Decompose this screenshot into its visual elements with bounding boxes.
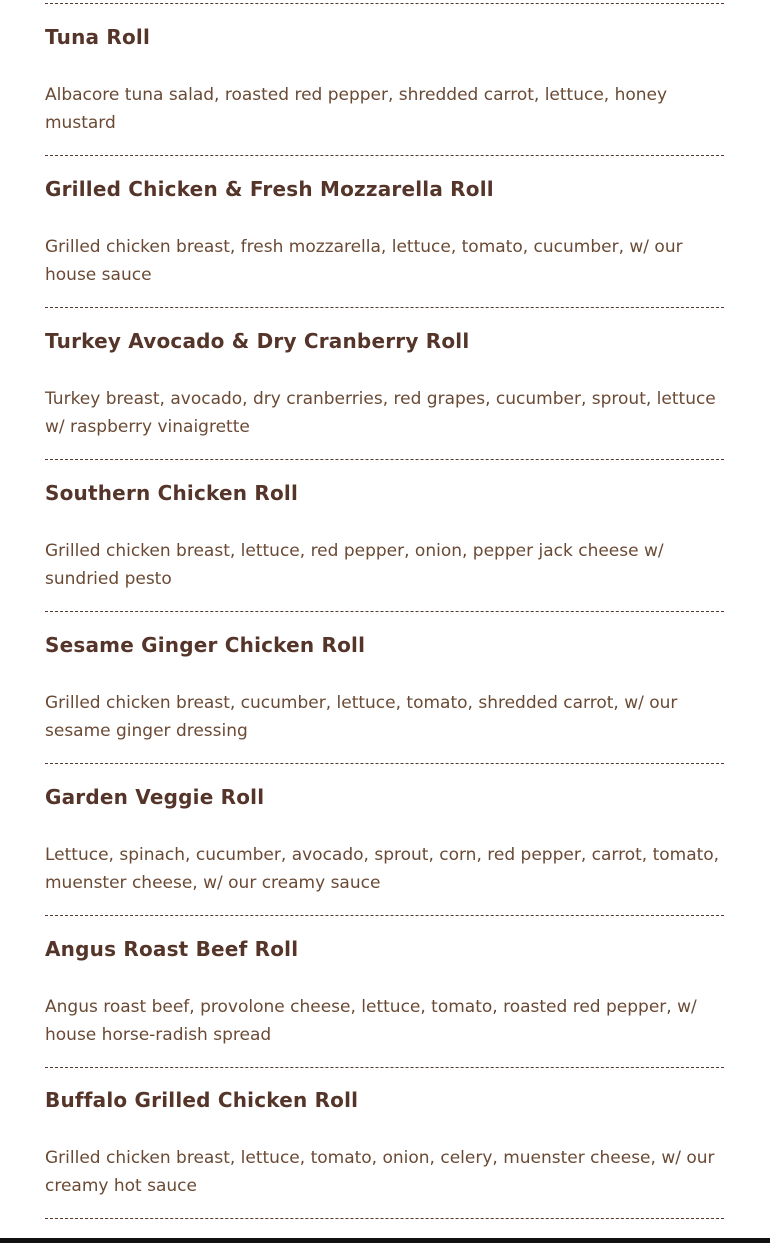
menu-divider <box>45 1218 724 1219</box>
menu-item-grilled-chicken-mozzarella-roll <box>45 156 724 308</box>
menu-item-description: Grilled chicken breast, lettuce, red pepper, onion, pepper jack cheese w/ sundried pesto <box>45 541 664 589</box>
menu-item-title: Turkey Avocado & Dry Cranberry Roll <box>45 329 470 353</box>
menu-item-description: Turkey breast, avocado, dry cranberries, red grapes, cucumber, sprout, lettuce w/ raspberry vinaigrette <box>45 389 716 437</box>
footer-bar <box>0 1238 770 1243</box>
menu-item-description: Angus roast beef, provolone cheese, lettuce, tomato, roasted red pepper, w/ house horse-radish spread <box>45 997 697 1045</box>
menu-item-angus-roast-beef-roll <box>45 916 724 1068</box>
menu-item-description: Lettuce, spinach, cucumber, avocado, sprout, corn, red pepper, carrot, tomato, muenster cheese, w/ our creamy sauce <box>45 845 720 893</box>
menu-item-turkey-avocado-cranberry-roll <box>45 308 724 460</box>
menu-item-title: Grilled Chicken & Fresh Mozzarella Roll <box>45 177 494 201</box>
menu-item-garden-veggie-roll <box>45 764 724 916</box>
menu-item-title: Angus Roast Beef Roll <box>45 937 299 961</box>
menu-item-title: Buffalo Grilled Chicken Roll <box>45 1088 359 1112</box>
menu-item-sesame-ginger-chicken-roll <box>45 612 724 764</box>
menu-item-description: Grilled chicken breast, lettuce, tomato, onion, celery, muenster cheese, w/ our creamy hot sauce <box>45 1148 715 1196</box>
menu-item-description: Albacore tuna salad, roasted red pepper, shredded carrot, lettuce, honey mustard <box>45 85 668 133</box>
menu-item-description: Grilled chicken breast, fresh mozzarella, lettuce, tomato, cucumber, w/ our house sauce <box>45 237 683 285</box>
menu-item-tuna-roll <box>45 4 724 156</box>
menu-item-southern-chicken-roll <box>45 460 724 612</box>
menu-item-title: Garden Veggie Roll <box>45 785 265 809</box>
menu-item-buffalo-grilled-chicken-roll <box>45 1067 724 1219</box>
menu-item-description: Grilled chicken breast, cucumber, lettuce, tomato, shredded carrot, w/ our sesame ginger dressing <box>45 693 678 741</box>
menu-item-title: Southern Chicken Roll <box>45 481 299 505</box>
menu-item-title: Sesame Ginger Chicken Roll <box>45 633 366 657</box>
menu-item-title: Tuna Roll <box>45 25 151 49</box>
